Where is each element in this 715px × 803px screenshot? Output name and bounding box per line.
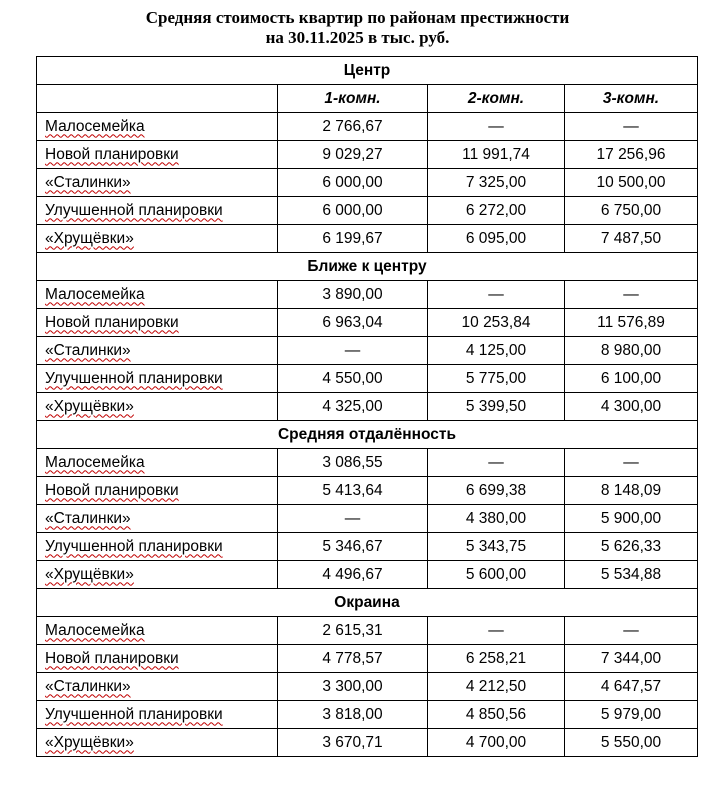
price-cell: 7 325,00 <box>428 169 565 197</box>
price-cell: 11 991,74 <box>428 141 565 169</box>
row-label-cell <box>37 449 278 477</box>
price-cell: — <box>428 449 565 477</box>
price-cell: 5 550,00 <box>565 729 698 757</box>
row-label-cell <box>37 673 278 701</box>
price-cell: — <box>428 281 565 309</box>
apartment-type-label: Малосемейка <box>45 285 145 303</box>
table-row <box>37 617 698 645</box>
section-header-row <box>37 589 698 617</box>
table-row <box>37 337 698 365</box>
section-header-row <box>37 421 698 449</box>
price-cell: 4 550,00 <box>278 365 428 393</box>
table-row <box>37 533 698 561</box>
apartment-type-label: «Хрущёвки» <box>45 565 134 583</box>
price-cell: 3 300,00 <box>278 673 428 701</box>
apartment-type-label: Новой планировки <box>45 313 179 331</box>
price-cell: 11 576,89 <box>565 309 698 337</box>
price-cell: — <box>428 113 565 141</box>
row-label-cell <box>37 141 278 169</box>
price-cell: 6 699,38 <box>428 477 565 505</box>
table-row <box>37 365 698 393</box>
apartment-type-label: «Сталинки» <box>45 341 131 359</box>
price-cell: 6 750,00 <box>565 197 698 225</box>
table-row <box>37 449 698 477</box>
price-cell: 2 766,67 <box>278 113 428 141</box>
price-cell: 5 979,00 <box>565 701 698 729</box>
price-cell: 6 000,00 <box>278 169 428 197</box>
table-row <box>37 309 698 337</box>
price-cell: 10 500,00 <box>565 169 698 197</box>
price-cell: 8 148,09 <box>565 477 698 505</box>
table-row <box>37 141 698 169</box>
row-label-cell <box>37 617 278 645</box>
price-table-body <box>37 57 698 757</box>
row-label-cell <box>37 477 278 505</box>
price-cell: — <box>278 337 428 365</box>
price-cell: 7 344,00 <box>565 645 698 673</box>
price-cell: 4 212,50 <box>428 673 565 701</box>
price-cell: 7 487,50 <box>565 225 698 253</box>
price-cell: — <box>565 617 698 645</box>
table-row <box>37 225 698 253</box>
apartment-type-label: «Сталинки» <box>45 173 131 191</box>
price-cell: 5 534,88 <box>565 561 698 589</box>
row-label-cell <box>37 337 278 365</box>
column-header-row <box>37 85 698 113</box>
table-row <box>37 729 698 757</box>
table-row <box>37 561 698 589</box>
price-cell: 4 778,57 <box>278 645 428 673</box>
apartment-type-label: Новой планировки <box>45 145 179 163</box>
price-cell: 4 300,00 <box>565 393 698 421</box>
column-header: 3-комн. <box>565 85 698 113</box>
document-title <box>0 8 715 48</box>
apartment-type-label: «Хрущёвки» <box>45 229 134 247</box>
apartment-type-label: Улучшенной планировки <box>45 705 223 723</box>
title-line-1: Средняя стоимость квартир по районам престижности <box>145 8 570 27</box>
price-cell: — <box>428 617 565 645</box>
price-cell: 6 258,21 <box>428 645 565 673</box>
price-cell: 5 346,67 <box>278 533 428 561</box>
row-label-cell <box>37 169 278 197</box>
price-cell: — <box>565 281 698 309</box>
section-title: Средняя отдалённость <box>37 421 698 449</box>
apartment-type-label: Малосемейка <box>45 117 145 135</box>
row-label-cell <box>37 393 278 421</box>
section-header-row <box>37 57 698 85</box>
price-cell: 4 700,00 <box>428 729 565 757</box>
price-cell: 5 900,00 <box>565 505 698 533</box>
section-title: Центр <box>37 57 698 85</box>
row-label-cell <box>37 225 278 253</box>
row-label-cell <box>37 309 278 337</box>
row-label-cell <box>37 113 278 141</box>
table-row <box>37 169 698 197</box>
row-label-cell <box>37 645 278 673</box>
price-cell: 4 850,56 <box>428 701 565 729</box>
row-label-cell <box>37 561 278 589</box>
table-row <box>37 393 698 421</box>
apartment-type-label: «Сталинки» <box>45 509 131 527</box>
price-table <box>36 56 698 757</box>
table-row <box>37 701 698 729</box>
price-cell: 5 626,33 <box>565 533 698 561</box>
row-label-cell <box>37 701 278 729</box>
apartment-type-label: «Хрущёвки» <box>45 397 134 415</box>
price-cell: 5 343,75 <box>428 533 565 561</box>
row-label-cell <box>37 281 278 309</box>
price-cell: 9 029,27 <box>278 141 428 169</box>
price-cell: 5 775,00 <box>428 365 565 393</box>
price-cell: — <box>565 113 698 141</box>
row-label-cell <box>37 505 278 533</box>
price-cell: 4 647,57 <box>565 673 698 701</box>
apartment-type-label: Новой планировки <box>45 649 179 667</box>
table-row <box>37 281 698 309</box>
apartment-type-label: «Хрущёвки» <box>45 733 134 751</box>
price-cell: 8 980,00 <box>565 337 698 365</box>
column-header: 1-комн. <box>278 85 428 113</box>
price-cell: 6 095,00 <box>428 225 565 253</box>
price-cell: 5 413,64 <box>278 477 428 505</box>
price-cell: 6 000,00 <box>278 197 428 225</box>
apartment-type-label: Новой планировки <box>45 481 179 499</box>
table-row <box>37 197 698 225</box>
table-row <box>37 673 698 701</box>
table-row <box>37 477 698 505</box>
column-header-empty <box>37 85 278 113</box>
row-label-cell <box>37 365 278 393</box>
price-cell: 5 600,00 <box>428 561 565 589</box>
price-cell: 2 615,31 <box>278 617 428 645</box>
table-row <box>37 505 698 533</box>
apartment-type-label: Улучшенной планировки <box>45 537 223 555</box>
title-line-2: на 30.11.2025 в тыс. руб. <box>265 28 450 47</box>
section-title: Окраина <box>37 589 698 617</box>
price-cell: 3 818,00 <box>278 701 428 729</box>
price-cell: — <box>278 505 428 533</box>
price-cell: 4 125,00 <box>428 337 565 365</box>
section-header-row <box>37 253 698 281</box>
price-cell: 3 670,71 <box>278 729 428 757</box>
price-cell: 6 199,67 <box>278 225 428 253</box>
row-label-cell <box>37 197 278 225</box>
price-cell: 10 253,84 <box>428 309 565 337</box>
section-title: Ближе к центру <box>37 253 698 281</box>
price-cell: 4 380,00 <box>428 505 565 533</box>
price-cell: 3 890,00 <box>278 281 428 309</box>
price-cell: 6 100,00 <box>565 365 698 393</box>
row-label-cell <box>37 533 278 561</box>
column-header: 2-комн. <box>428 85 565 113</box>
table-row <box>37 645 698 673</box>
price-cell: 3 086,55 <box>278 449 428 477</box>
apartment-type-label: Малосемейка <box>45 453 145 471</box>
price-cell: 6 963,04 <box>278 309 428 337</box>
price-cell: 6 272,00 <box>428 197 565 225</box>
price-cell: 5 399,50 <box>428 393 565 421</box>
apartment-type-label: Улучшенной планировки <box>45 201 223 219</box>
row-label-cell <box>37 729 278 757</box>
table-row <box>37 113 698 141</box>
price-cell: 4 496,67 <box>278 561 428 589</box>
apartment-type-label: Улучшенной планировки <box>45 369 223 387</box>
price-cell: 17 256,96 <box>565 141 698 169</box>
price-cell: 4 325,00 <box>278 393 428 421</box>
apartment-type-label: Малосемейка <box>45 621 145 639</box>
price-cell: — <box>565 449 698 477</box>
apartment-type-label: «Сталинки» <box>45 677 131 695</box>
